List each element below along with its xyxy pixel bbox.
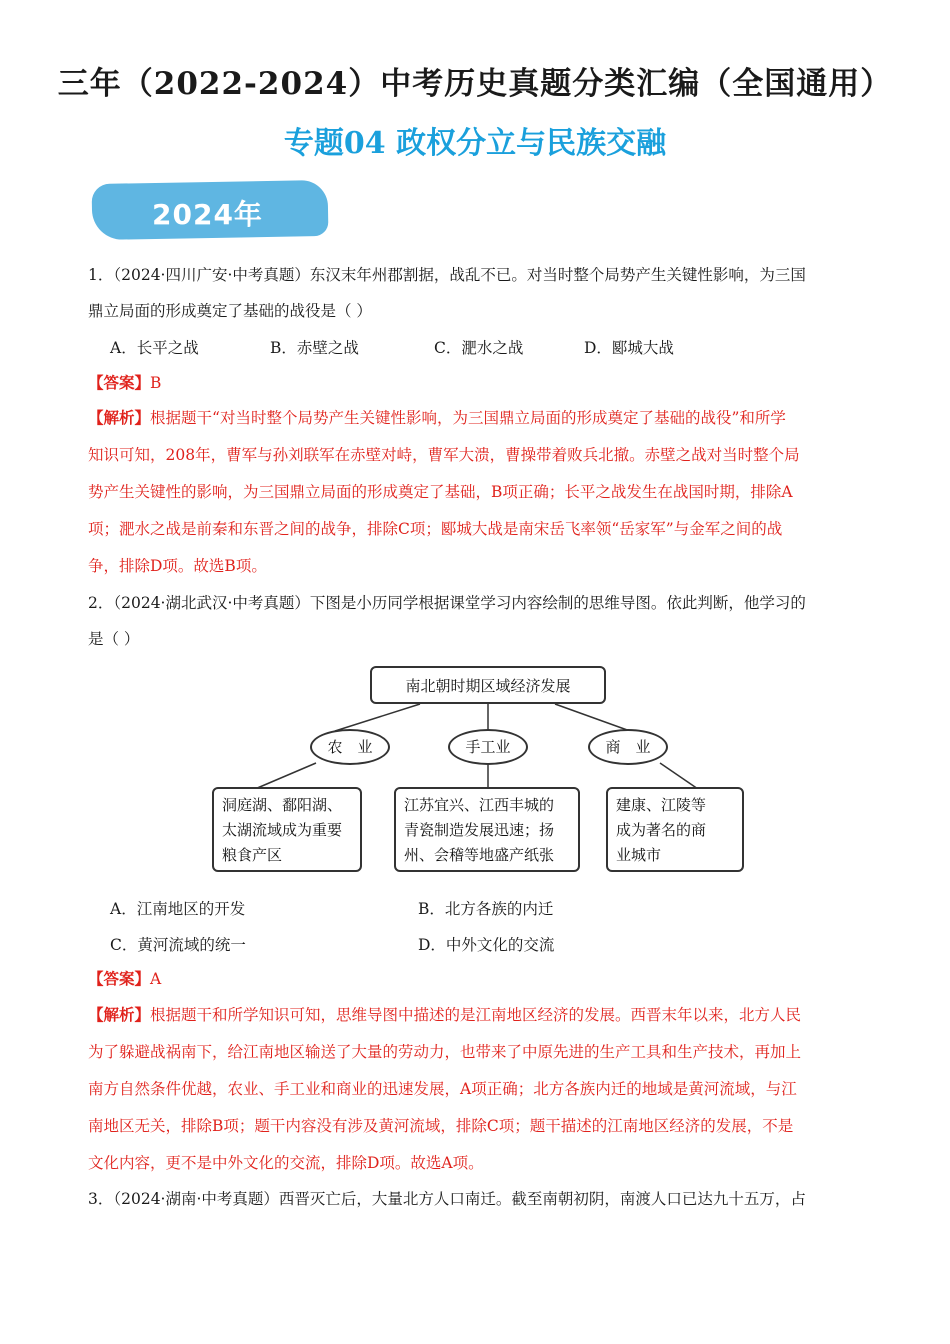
mindmap-branch-handicraft: 手工业 (448, 729, 528, 765)
mindmap-root: 南北朝时期区域经济发展 (370, 666, 606, 704)
answer-value: A (150, 970, 162, 988)
q1-answer (88, 372, 868, 394)
answer-value: B (150, 374, 162, 392)
mindmap-leaf-commerce: 建康、江陵等 成为著名的商 业城市 (606, 787, 744, 872)
q2-analysis-line5: 文化内容，更不是中外文化的交流，排除D项。故选A项。 (88, 1154, 484, 1172)
q1-option-c: C．淝水之战 (434, 339, 524, 357)
q1-option-a: A．长平之战 (110, 339, 199, 357)
q1-analysis-line4: 项；淝水之战是前秦和东晋之间的战争，排除C项；郾城大战是南宋岳飞率领“岳家军”与金军之间的战 (88, 520, 783, 538)
q1-analysis-line5: 争，排除D项。故选B项。 (88, 557, 267, 575)
q3-stem-line1: 3．（2024·湖南·中考真题）西晋灭亡后，大量北方人口南迁。截至南朝初阴，南渡人口已达九十五万，占 (88, 1190, 806, 1208)
q2-stem-line1: 2．（2024·湖北武汉·中考真题）下图是小历同学根据课堂学习内容绘制的思维导图。依此判断，他学习的 (88, 594, 806, 612)
answer-tag: 【答案】 (88, 373, 151, 392)
mindmap-leaf-handicraft: 江苏宜兴、江西丰城的 青瓷制造发展迅速；扬 州、会稽等地盛产纸张 (394, 787, 580, 872)
q2-answer (88, 968, 868, 990)
mindmap-branch-commerce: 商 业 (588, 729, 668, 765)
year-badge-text: 2024年 (152, 198, 263, 231)
analysis-tag: 【解析】 (88, 1005, 151, 1024)
connector-commerce-leaf (660, 763, 698, 789)
q1-stem-line2: 鼎立局面的形成奠定了基础的战役是（ ） (88, 302, 372, 320)
mindmap-leaf-agriculture: 洞庭湖、鄱阳湖、 太湖流域成为重要 粮食产区 (212, 787, 362, 872)
connector-root-commerce (555, 704, 630, 731)
q2-option-b: B．北方各族的内迁 (418, 900, 554, 918)
q1-analysis-line1: 【解析】根据题干“对当时整个局势产生关键性影响，为三国鼎立局面的形成奠定了基础的战役”和所学 (88, 408, 786, 427)
connector-root-agriculture (335, 704, 420, 731)
q2-stem-line2: 是（ ） (88, 630, 140, 648)
answer-tag: 【答案】 (88, 969, 151, 988)
q2-analysis-line1: 【解析】根据题干和所学知识可知，思维导图中描述的是江南地区经济的发展。西晋末年以来，北方人民 (88, 1005, 802, 1024)
q1-analysis-line3: 势产生关键性的影响，为三国鼎立局面的形成奠定了基础，B项正确；长平之战发生在战国时期，排除A (88, 483, 793, 501)
q2-analysis-line2: 为了躲避战祸南下，给江南地区输送了大量的劳动力，也带来了中原先进的生产工具和生产技术，再加上 (88, 1043, 802, 1061)
q2-option-c: C．黄河流域的统一 (110, 936, 246, 954)
q2-analysis-line3: 南方自然条件优越，农业、手工业和商业的迅速发展，A项正确；北方各族内迁的地域是黄河流域，与江 (88, 1080, 797, 1098)
q1-analysis-line2: 知识可知，208年，曹军与孙刘联军在赤壁对峙，曹军大溃，曹操带着败兵北撤。赤壁之战对当时整个局 (88, 446, 800, 464)
connector-agriculture-leaf (255, 763, 316, 789)
page-title: 三年（2022-2024）中考历史真题分类汇编（全国通用） (57, 66, 893, 102)
q1-option-d: D．郾城大战 (584, 339, 674, 357)
q1-option-b: B．赤壁之战 (270, 339, 359, 357)
q2-option-d: D．中外文化的交流 (418, 936, 555, 954)
q1-stem-line1: 1．（2024·四川广安·中考真题）东汉末年州郡割据，战乱不已。对当时整个局势产生关键性影响，为三国 (88, 266, 806, 284)
mindmap-branch-agriculture: 农 业 (310, 729, 390, 765)
topic-subtitle: 专题04 政权分立与民族交融 (283, 126, 667, 161)
mind-map (210, 662, 750, 874)
q2-option-a: A．江南地区的开发 (110, 900, 246, 918)
q2-analysis-line4: 南地区无关，排除B项；题干内容没有涉及黄河流域，排除C项；题干描述的江南地区经济的发展，不是 (88, 1117, 794, 1135)
analysis-tag: 【解析】 (88, 408, 151, 427)
